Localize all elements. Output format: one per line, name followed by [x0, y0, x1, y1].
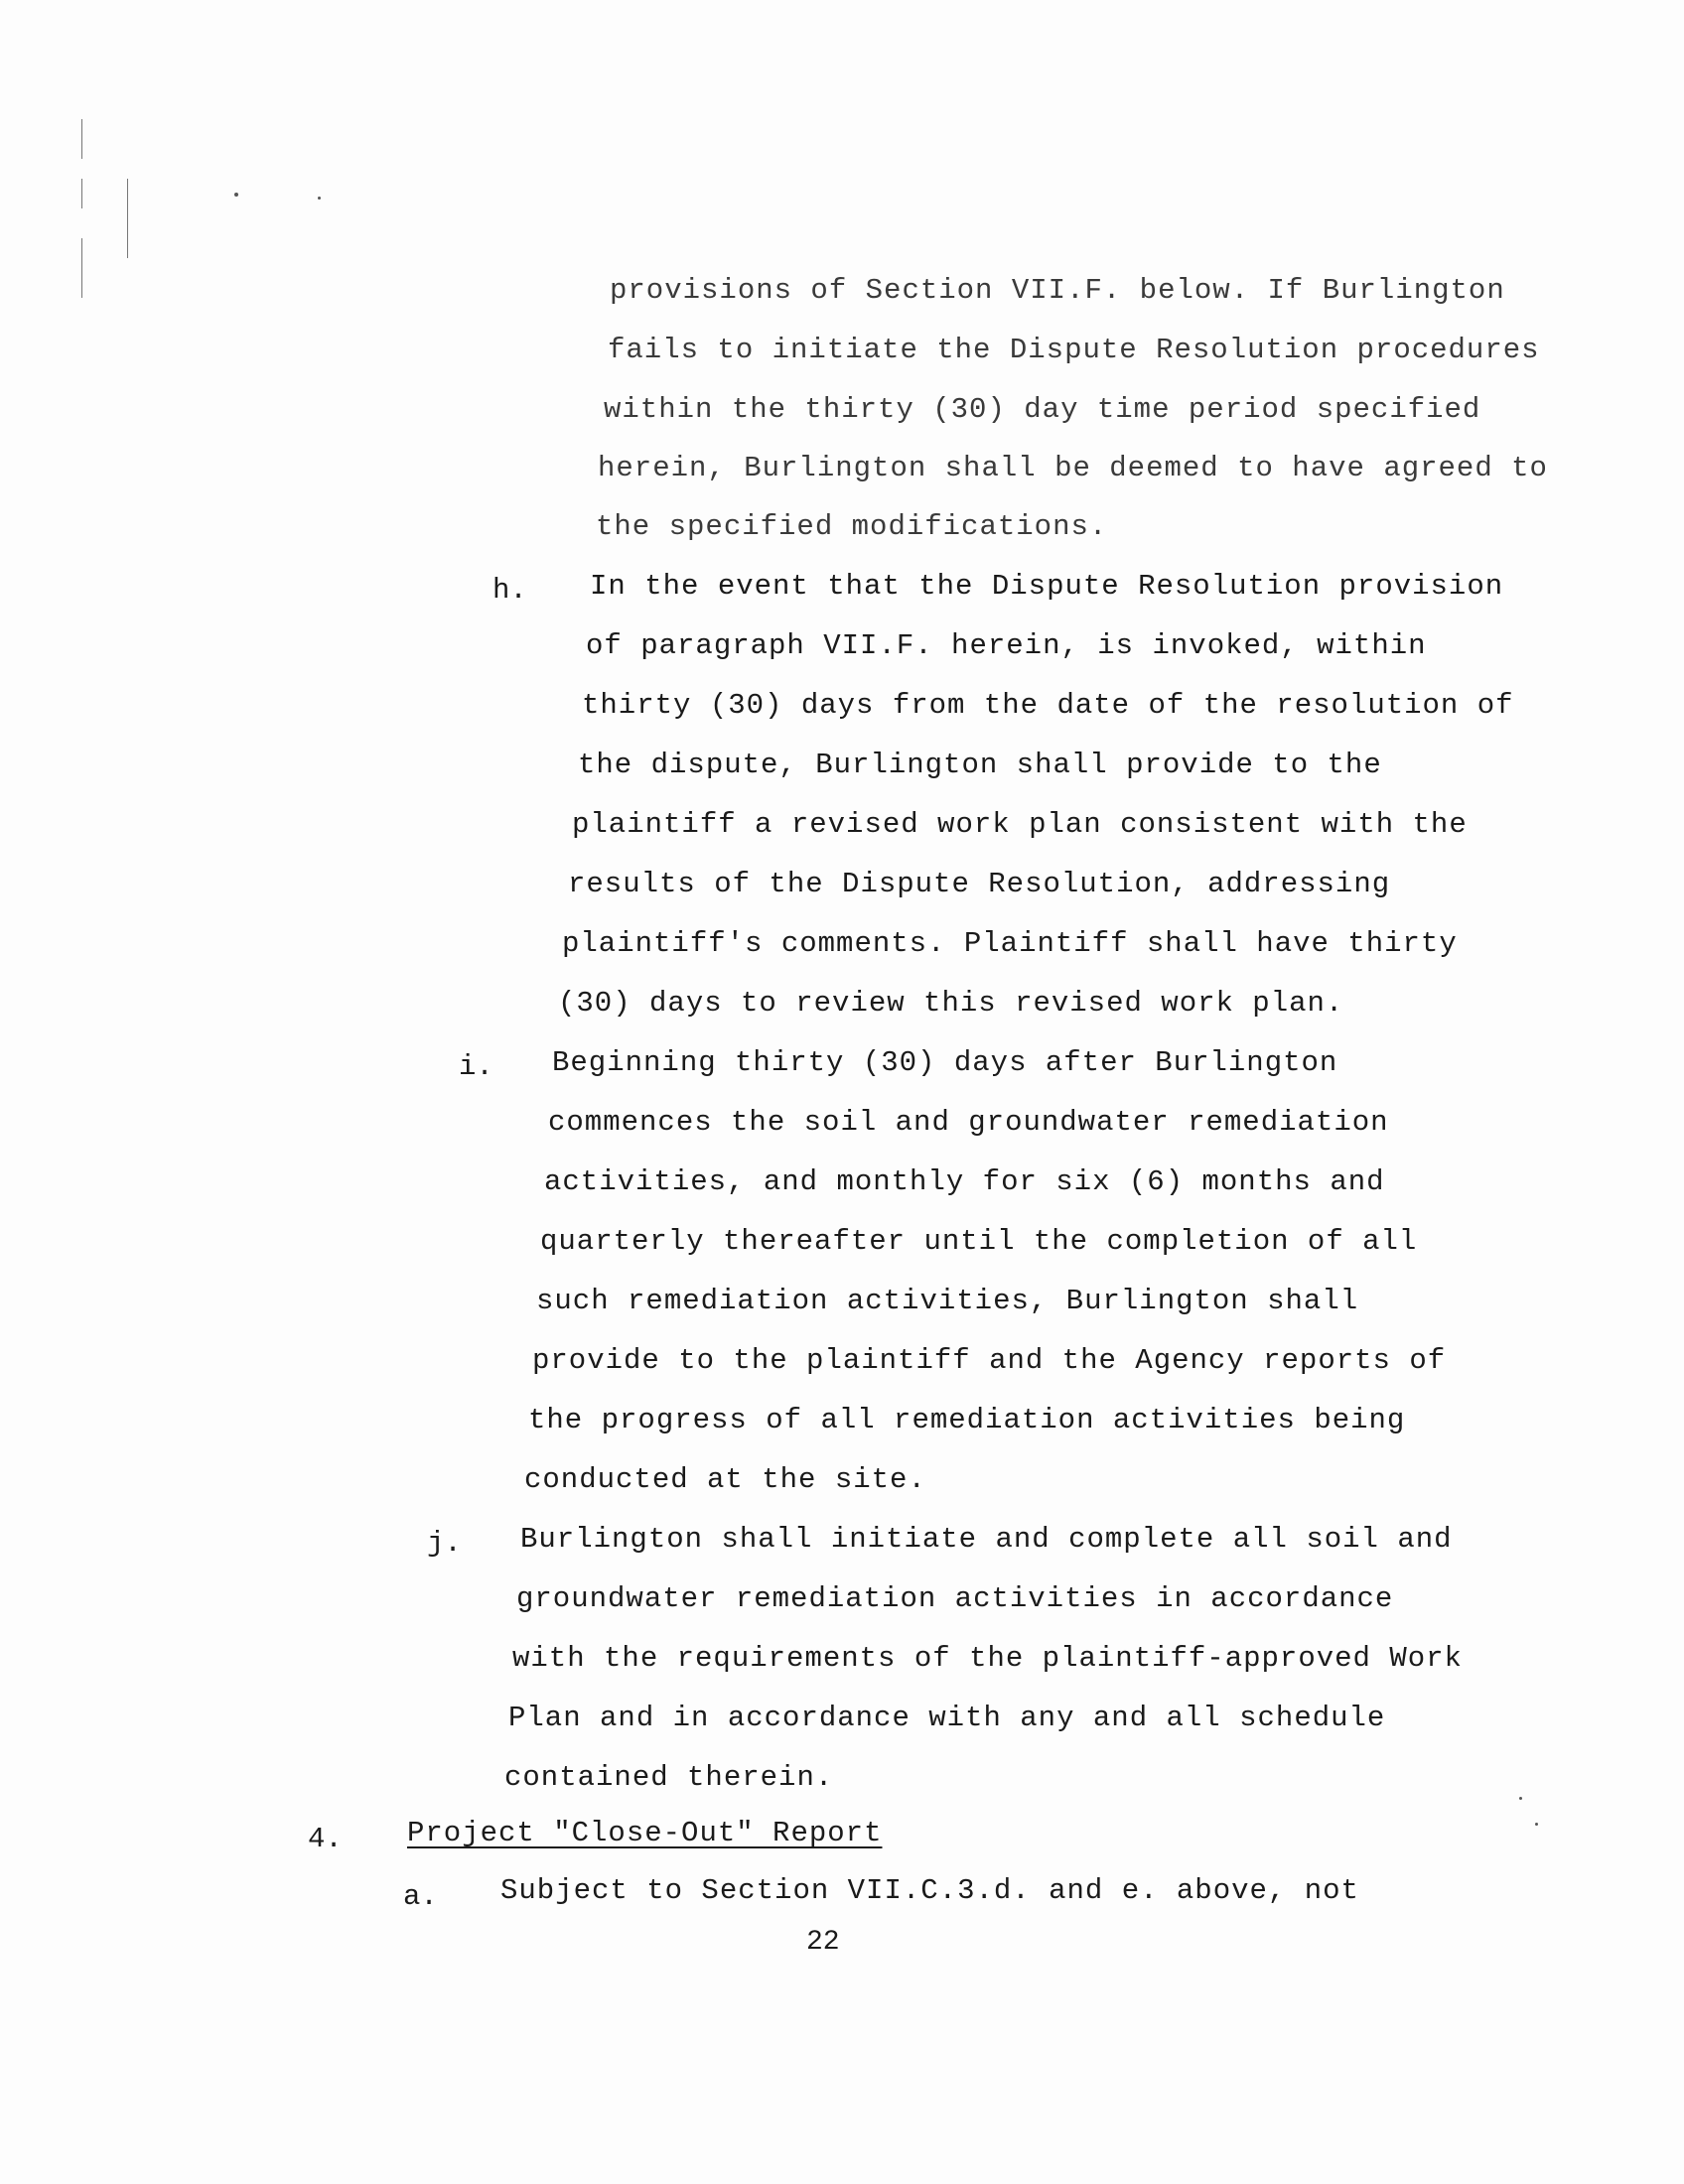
section-title: Project "Close-Out" Report [407, 1817, 883, 1849]
item-label: h. [492, 574, 527, 607]
item-label: j. [427, 1527, 462, 1560]
text-line: activities, and monthly for six (6) months and [544, 1165, 1385, 1198]
scan-speck [318, 197, 321, 200]
scan-mark [127, 179, 128, 258]
text-line: conducted at the site. [524, 1463, 926, 1496]
text-line: such remediation activities, Burlington shall [536, 1285, 1359, 1317]
text-line: contained therein. [504, 1761, 834, 1794]
text-line: plaintiff's comments. Plaintiff shall have thirty [562, 927, 1458, 960]
scan-speck [234, 193, 238, 197]
text-line: Burlington shall initiate and complete all soil and [520, 1523, 1453, 1556]
text-line: thirty (30) days from the date of the resolution of [582, 689, 1514, 722]
text-line: commences the soil and groundwater remediation [548, 1106, 1389, 1139]
text-line: fails to initiate the Dispute Resolution procedures [608, 334, 1540, 366]
text-line: provisions of Section VII.F. below. If Burlington [610, 274, 1505, 307]
text-line: with the requirements of the plaintiff-approved Work [512, 1642, 1463, 1675]
item-label: i. [459, 1050, 493, 1083]
text-line: results of the Dispute Resolution, addressing [568, 868, 1391, 900]
scan-speck [1519, 1797, 1522, 1800]
scan-speck [1535, 1823, 1538, 1826]
text-line: provide to the plaintiff and the Agency reports of [532, 1344, 1447, 1377]
text-line: the progress of all remediation activities being [528, 1404, 1406, 1436]
text-line: In the event that the Dispute Resolution provision [590, 570, 1504, 603]
text-line: the dispute, Burlington shall provide to the [578, 749, 1382, 781]
text-line: Subject to Section VII.C.3.d. and e. above, not [500, 1874, 1359, 1907]
text-line: within the thirty (30) day time period specified [604, 393, 1481, 426]
text-line: plaintiff a revised work plan consistent with the [572, 808, 1468, 841]
page-number: 22 [806, 1927, 840, 1958]
item-label: a. [403, 1880, 438, 1913]
text-line: herein, Burlington shall be deemed to have agreed to [598, 452, 1548, 484]
text-line: quarterly thereafter until the completion of all [540, 1225, 1418, 1258]
scan-mark [81, 179, 82, 208]
scan-mark [81, 119, 82, 159]
text-line: of paragraph VII.F. herein, is invoked, within [586, 629, 1427, 662]
text-line: (30) days to review this revised work plan. [558, 987, 1344, 1020]
scan-mark [81, 238, 82, 298]
text-line: the specified modifications. [596, 510, 1108, 543]
text-line: Plan and in accordance with any and all schedule [508, 1702, 1386, 1734]
text-line: groundwater remediation activities in accordance [516, 1582, 1394, 1615]
text-line: Beginning thirty (30) days after Burlington [552, 1046, 1338, 1079]
section-number: 4. [308, 1823, 343, 1855]
